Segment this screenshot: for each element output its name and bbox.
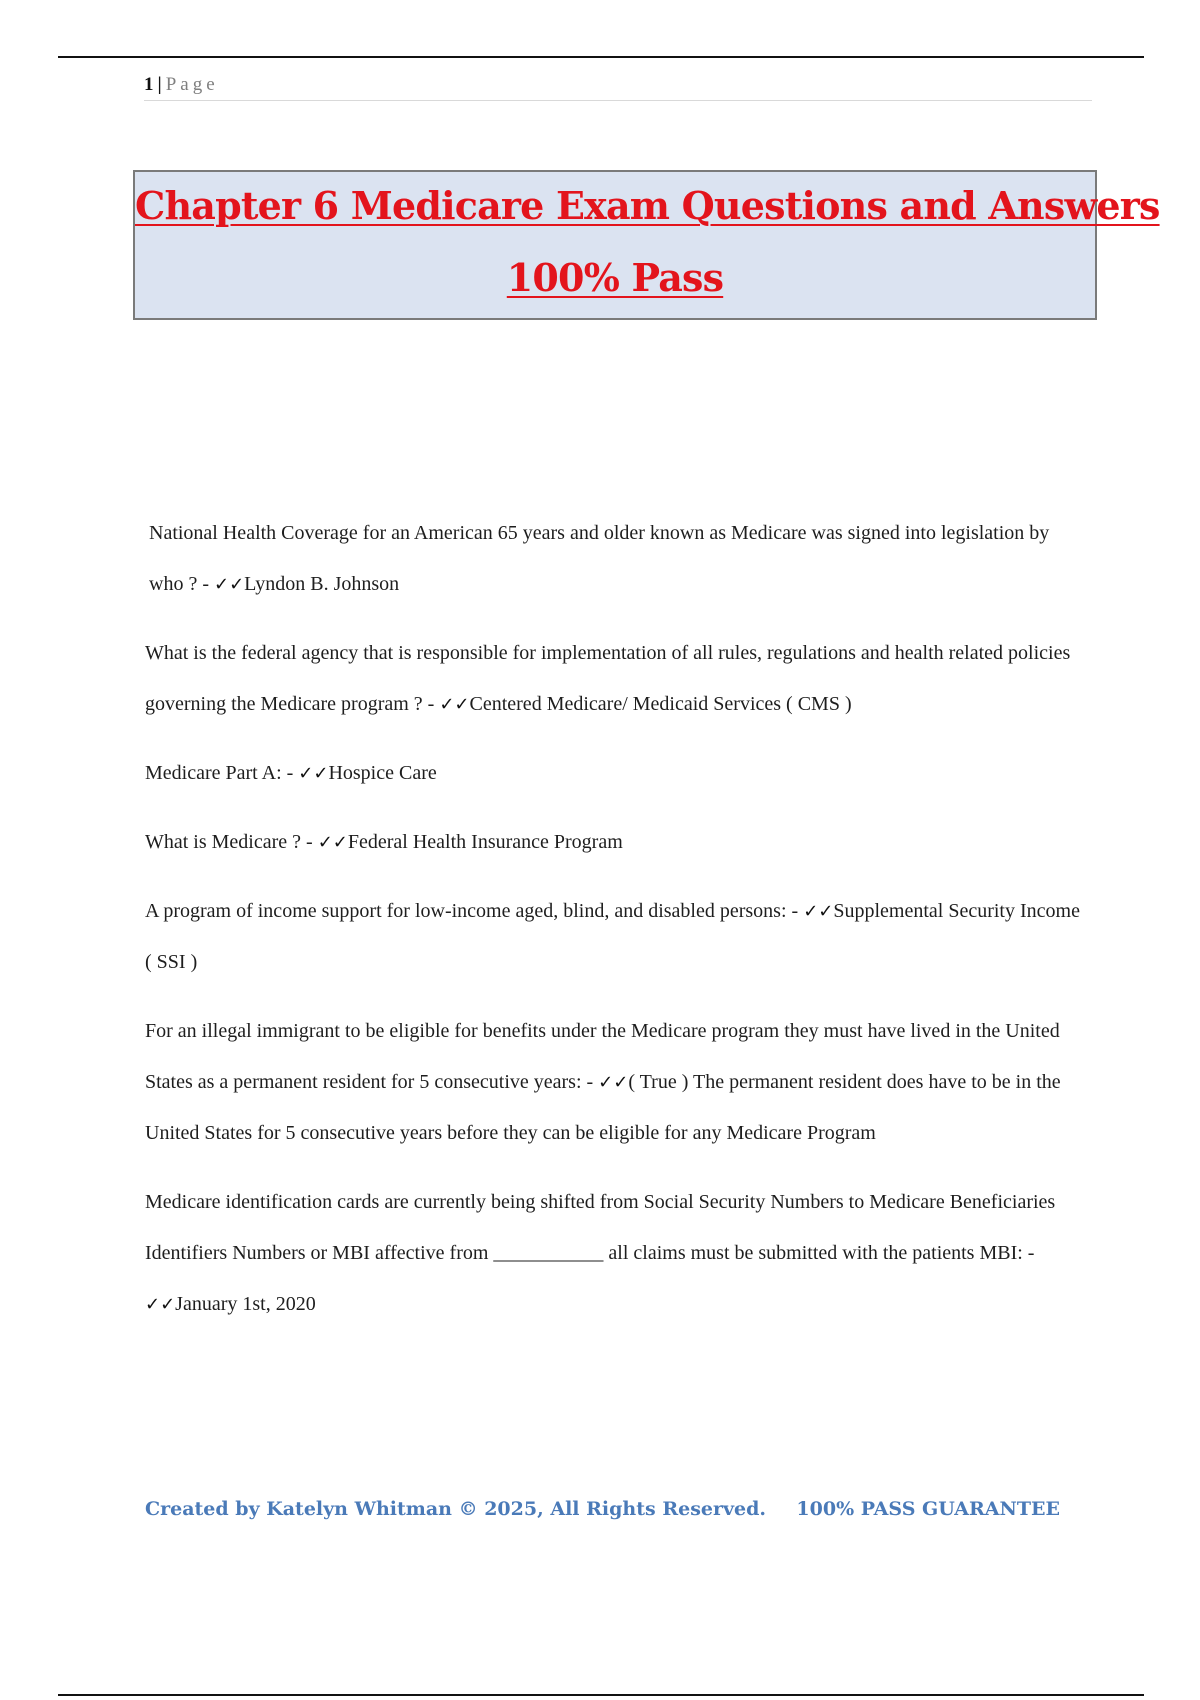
qa-answer: Lyndon B. Johnson (244, 573, 400, 595)
page-footer (145, 1498, 1065, 1532)
page-number: 1 (144, 74, 154, 95)
title-box (133, 170, 1160, 320)
qa-answer: Supplemental Security Income ( SSI ) (145, 900, 1080, 973)
checkmark-icon: ✓✓ (145, 1294, 176, 1315)
page-label: Page (165, 74, 219, 95)
page-header (144, 72, 1092, 101)
qa-answer: ( True ) The permanent resident does have to be in the United States for 5 consecutive years before they can be eligible for any Medicare Program (145, 1071, 1061, 1144)
bottom-rule (58, 1694, 1144, 1696)
qa-answer: January 1st, 2020 (175, 1293, 316, 1315)
checkmark-icon: ✓✓ (803, 901, 834, 922)
qa-item (145, 628, 1085, 730)
qa-item (145, 886, 1085, 988)
checkmark-icon: ✓✓ (598, 1072, 629, 1093)
page-separator: | (157, 74, 162, 95)
footer-copyright: Created by Katelyn Whitman © 2025, All Rights Reserved. (145, 1498, 767, 1520)
qa-answer: Federal Health Insurance Program (347, 831, 623, 853)
qa-question: What is Medicare ? - (145, 831, 318, 853)
qa-question: National Health Coverage for an American 65 years and older known as Medicare was signed into legislation by who ? - (149, 522, 1050, 595)
document-title-line-2: 100% Pass (506, 255, 724, 300)
qa-answer: Centered Medicare/ Medicaid Services ( CMS ) (469, 693, 852, 715)
checkmark-icon: ✓✓ (439, 694, 470, 715)
qa-question: A program of income support for low-income aged, blind, and disabled persons: - (145, 900, 804, 922)
qa-question: Medicare Part A: - (145, 762, 299, 784)
qa-item (145, 748, 1085, 799)
qa-answer: Hospice Care (328, 762, 437, 784)
checkmark-icon: ✓✓ (298, 763, 329, 784)
qa-list (145, 508, 1085, 1348)
top-rule (58, 56, 1144, 58)
checkmark-icon: ✓✓ (213, 574, 245, 595)
qa-item (145, 1006, 1085, 1159)
document-title-line-1: Chapter 6 Medicare Exam Questions and Answers (135, 183, 1160, 228)
qa-item (145, 817, 1085, 868)
qa-item (145, 508, 1085, 610)
footer-guarantee: 100% PASS GUARANTEE (796, 1498, 1060, 1520)
checkmark-icon: ✓✓ (317, 832, 348, 853)
qa-question: What is the federal agency that is responsible for implementation of all rules, regulations and health related policies governing the Medicare program ? - (145, 642, 1071, 715)
qa-question: For an illegal immigrant to be eligible for benefits under the Medicare program they must have lived in the United States as a permanent resident for 5 consecutive years: - (145, 1020, 1060, 1093)
qa-question: Medicare identification cards are currently being shifted from Social Security Numbers to Medicare Beneficiaries Identifiers Numbers or MBI affective from ___________ all claims must be submitted with the patients MBI: - (145, 1191, 1056, 1264)
qa-item (145, 1177, 1085, 1330)
